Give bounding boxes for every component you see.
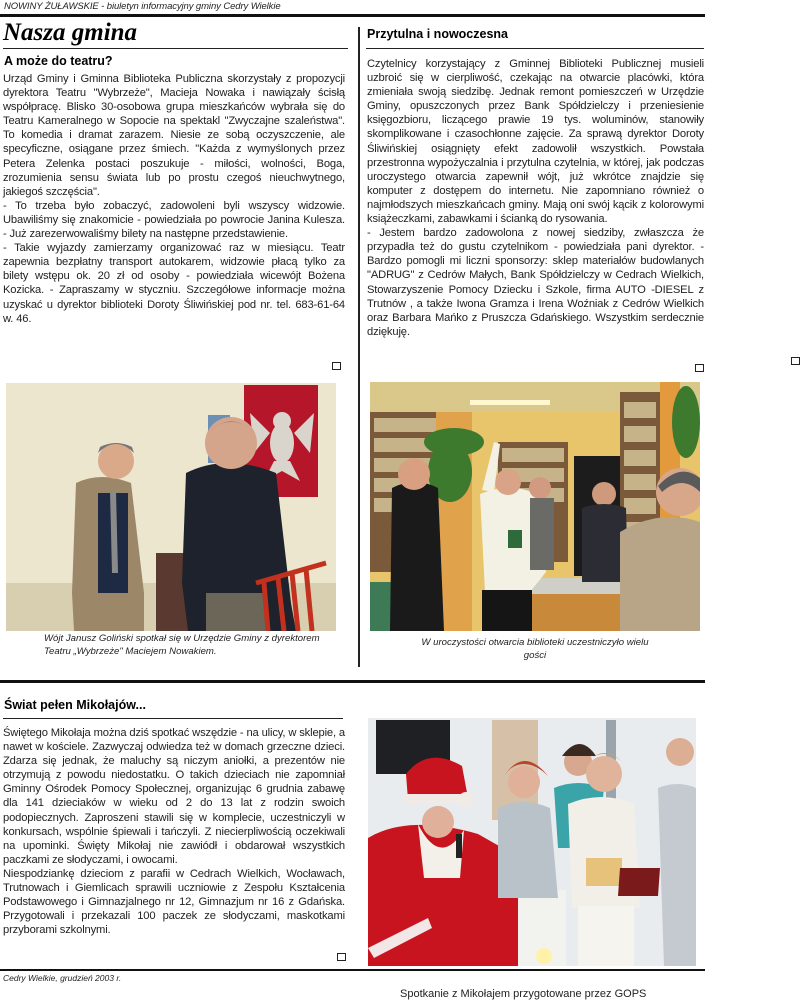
- end-of-article-mark: [337, 953, 346, 961]
- photo-santa: [368, 718, 696, 966]
- stray-end-mark: [791, 357, 800, 365]
- article-body: [3, 72, 345, 326]
- masthead-underline: [3, 48, 348, 49]
- article-title: Przytulna i nowoczesna: [367, 27, 509, 41]
- article-title-underline: [366, 48, 704, 49]
- article-title: A może do teatru?: [4, 54, 113, 68]
- photo-library-illustration: [370, 382, 700, 631]
- article-body: [367, 57, 704, 339]
- running-header: NOWINY ŻUŁAWSKIE - biuletyn informacyjny gminy Cedry Wielkie: [4, 1, 281, 12]
- photo-meeting: [6, 383, 336, 631]
- article-paragraph: Świętego Mikołaja można dziś spotkać wszędzie - na ulicy, w sklepie, a nawet w kościele. Zazwyczaj odwiedza też w domach grzeczne dzieci. Zdarza się jednak, że maluchy są niczym aniołki, a prezentów nie otrzymują z powodu niedostatku. O takich dzieciach nie zapomniał Gminny Ośrodek Pomocy Społecznej, organizując 6 grudnia zabawę dla 141 dzieciaków w wieku od 2 do 13 lat z rodzin swoich podopiecznych. Zaproszeni stawili się w komplecie, uczestniczyli w konkursach, wspólnie śpiewali i tańczyli. Z niecierpliwością oczekiwali na upominki. Święty Mikołaj nie zawiódł i obdarował wszystkich paczkami ze słodyczami, i owocami.: [3, 727, 345, 866]
- photo-santa-illustration: [368, 718, 696, 966]
- footer-rule: [0, 969, 705, 971]
- article-paragraph: Urząd Gminy i Gminna Biblioteka Publiczna skorzystały z propozycji dyrektora Teatru "Wybrzeże", Macieja Nowaka i nawiązały ścisłą współpracę. Blisko 30-osobowa grupa mieszkańców wybrała się do Teatru Kameralnego w Sopocie na spektakl "Zwyczajne szaleństwa". To komedia i dramat zarazem. Niesie ze sobą oczyszczenie, ale specyficzne, osiągane przez śmiech. "Każda z wymyślonych przez Petera Zelenka postaci poszukuje - miłości, wolności, Boga, zrozumienia sensu świata lub po prostu czegoś nieuchwytnego, jakiegoś szczęścia".: [3, 73, 345, 198]
- end-of-article-mark: [695, 364, 704, 372]
- photo-library-opening: [370, 382, 700, 631]
- article-paragraph: Czytelnicy korzystający z Gminnej Biblioteki Publicznej musieli uzbroić się w cierpliwość, czekając na otwarcie placówki, która zmieniała swoją siedzibę. Jednak remont pomieszczeń w Urzędzie Gminy, opuszczonych przez Bank Spółdzielczy i przeniesienie księgozbioru, liczącego prawie 19 tys. woluminów, stanowiły skomplikowane i czasochłonne zajęcie. Za sprawą dyrektor Doroty Śliwińskiej osiągnięty efekt zadowolił wszystkich. Powstała przestronna wypożyczalnia i przytulna czytelnia, w której, jak podczas uroczystego otwarcia zapewnił wójt, już wkrótce znajdzie się komputer z dostępem do internetu. Nie zapomniano również o najmłodszych mieszkańcach gminy. Mają oni swój kącik z kolorowymi książeczkami, zabawkami i ścianką do rysowania.: [367, 58, 704, 226]
- article-paragraph: - Jestem bardzo zadowolona z nowej siedziby, zwłaszcza że przypadła też do gustu czytelnikom - powiedziała pani dyrektor. - Bardzo pomogli mi liczni sponsorzy: sklep materiałów budowlanych "ADRUG" z Cedrów Małych, Bank Spółdzielczy w Cedrach Wielkich, Stowarzyszenie Pomocy Dziecku i Szkole, firma AUTO -DIESEL z Trutnów , a także Iwona Gramza i Irena Woźniak z Cedrów Wielkich oraz Barbara Mańko z Pruszcza Gdańskiego. Wszystkim serdecznie dziękuję.: [367, 227, 704, 338]
- article-paragraph: - Takie wyjazdy zamierzamy organizować raz w miesiącu. Teatr zapewnia bezpłatny transport autokarem, widzowie płacą tylko za bilety wstępu ok. 20 zł od osoby - powiedziała wicewójt Bożena Kozicka. - Zapraszamy w styczniu. Szczegółowe informacje można uzyskać u dyrektor biblioteki Doroty Śliwińskiej pod nr. tel. 683-61-64 w. 46.: [3, 242, 345, 325]
- photo-meeting-illustration: [6, 383, 336, 631]
- article-body: [3, 726, 345, 937]
- article-title-underline: [3, 718, 343, 719]
- article-paragraph: Niespodziankę dzieciom z parafii w Cedrach Wielkich, Wocławach, Trutnowach i Giemlicach sprawili uczniowie z Zespołu Kształcenia Podstawowego i Gimnazjalnego nr 12, Gimnazjum nr 16 z Gdańska. Przygotowali i przekazali 100 paczek ze słodyczami, maskotkami przyborami szkolnymi.: [3, 867, 345, 937]
- end-of-article-mark: [332, 362, 341, 370]
- header-rule: [0, 14, 705, 17]
- photo-caption: Spotkanie z Mikołajem przygotowane przez GOPS: [400, 988, 647, 1000]
- photo-caption: W uroczystości otwarcia biblioteki uczestniczyło wielu gości: [421, 637, 649, 661]
- column-divider: [358, 27, 360, 667]
- masthead-title: Nasza gmina: [3, 19, 138, 46]
- article-paragraph: - To trzeba było zobaczyć, zadowoleni byli wszyscy widzowie. Ubawiliśmy się znakomicie - powiedziała po powrocie Janina Kulesza. - Już zarezerwowaliśmy bilety na następne przedstawienie.: [3, 199, 345, 241]
- article-title: Świat pełen Mikołajów...: [4, 698, 146, 712]
- photo-caption: Wójt Janusz Goliński spotkał się w Urzędzie Gminy z dyrektorem Teatru „Wybrzeże" Maciejem Nowakiem.: [44, 633, 320, 657]
- section-divider: [0, 680, 705, 683]
- footer-place-date: Cedry Wielkie, grudzień 2003 r.: [3, 973, 122, 983]
